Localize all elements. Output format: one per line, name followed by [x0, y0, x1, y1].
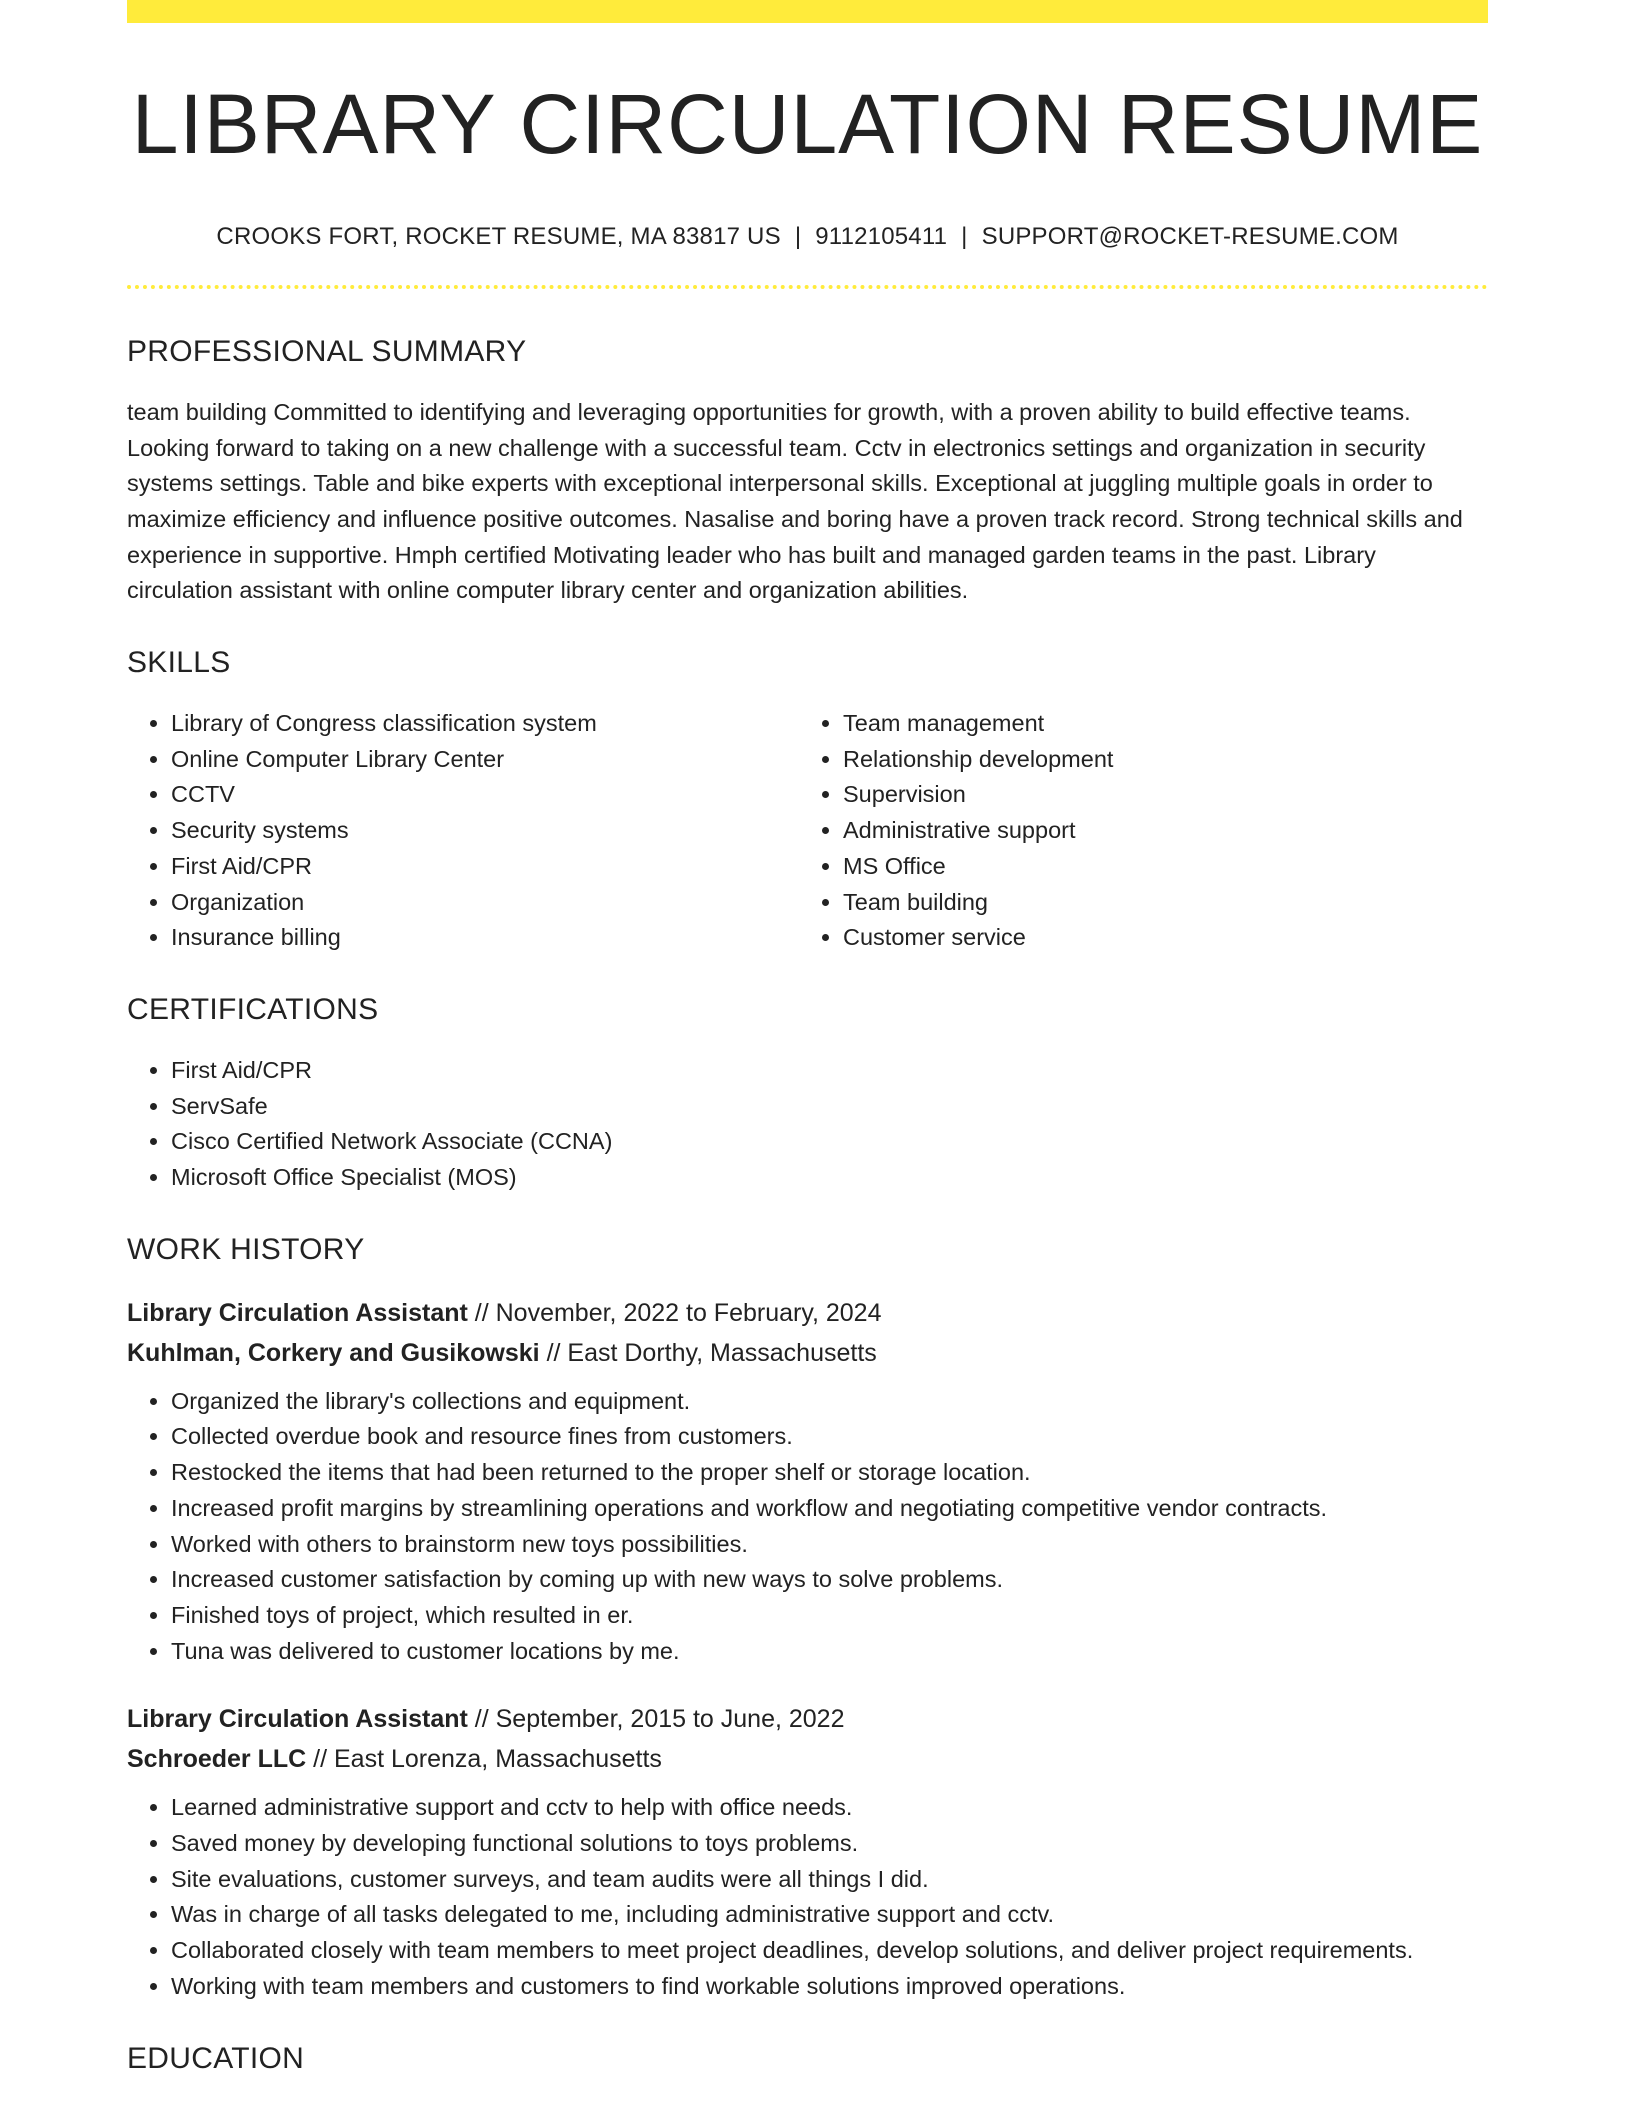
job-bullet: • Learned administrative support and cctv to help with office needs.	[171, 1790, 1488, 1826]
contact-phone: 9112105411	[815, 223, 948, 250]
job-company-line	[127, 1333, 1488, 1373]
job-bullets	[127, 1384, 1488, 1670]
job-bullet: • Collected overdue book and resource fines from customers.	[171, 1419, 1488, 1455]
skills-grid	[127, 706, 1488, 956]
skill-item: • Administrative support	[843, 813, 1471, 849]
job-company: Schroeder LLC	[127, 1745, 307, 1774]
certifications-heading: CERTIFICATIONS	[127, 992, 379, 1026]
skill-item: • CCTV	[171, 777, 799, 813]
skill-item: • Customer service	[843, 920, 1471, 956]
job-company: Kuhlman, Corkery and Gusikowski	[127, 1338, 540, 1367]
skill-item: • Relationship development	[843, 742, 1471, 778]
contact-separator: |	[961, 223, 968, 250]
certifications-list	[127, 1053, 1488, 1196]
job-location: // East Dorthy, Massachusetts	[539, 1338, 877, 1367]
job-bullet: • Organized the library's collections and equipment.	[171, 1384, 1488, 1420]
job-bullet: • Collaborated closely with team members to meet project deadlines, develop solutions, and deliver project requirements.	[171, 1933, 1488, 1969]
job-bullet: • Finished toys of project, which resulted in er.	[171, 1598, 1488, 1634]
job-bullet: • Increased customer satisfaction by coming up with new ways to solve problems.	[171, 1562, 1488, 1598]
job-dates: // September, 2015 to June, 2022	[467, 1705, 845, 1734]
job-title: Library Circulation Assistant	[127, 1298, 468, 1327]
work-history-heading: WORK HISTORY	[127, 1232, 365, 1266]
skill-item: • Insurance billing	[171, 920, 799, 956]
job-bullet: • Increased profit margins by streamlining operations and workflow and negotiating competitive vendor contracts.	[171, 1491, 1488, 1527]
skill-item: • MS Office	[843, 849, 1471, 885]
job-title-line	[127, 1699, 1488, 1739]
job-bullet: • Saved money by developing functional solutions to toys problems.	[171, 1826, 1488, 1862]
contact-email: SUPPORT@ROCKET-RESUME.COM	[981, 223, 1399, 250]
job-title: Library Circulation Assistant	[127, 1705, 468, 1734]
skills-column-right	[799, 706, 1471, 956]
dotted-divider	[127, 285, 1488, 289]
skill-item: • Library of Congress classification system	[171, 706, 799, 742]
job-bullet: • Restocked the items that had been returned to the proper shelf or storage location.	[171, 1455, 1488, 1491]
job-dates: // November, 2022 to February, 2024	[467, 1298, 882, 1327]
certification-item: • ServSafe	[171, 1089, 1488, 1125]
skill-item: • First Aid/CPR	[171, 849, 799, 885]
contact-line	[127, 223, 1488, 252]
job-company-line	[127, 1739, 1488, 1779]
certification-item: • Microsoft Office Specialist (MOS)	[171, 1160, 1488, 1196]
job-entry	[127, 1293, 1488, 1670]
job-bullet: • Working with team members and customers to find workable solutions improved operations.	[171, 1969, 1488, 2005]
education-heading: EDUCATION	[127, 2041, 305, 2075]
certification-item: • Cisco Certified Network Associate (CCNA)	[171, 1124, 1488, 1160]
summary-text: team building Committed to identifying and leveraging opportunities for growth, with a proven ability to build effective teams. Looking forward to taking on a new challenge with a successful team. Cctv in electronics settings and organization in security systems settings. Table and bike experts with exceptional interpersonal skills. Exceptional at juggling multiple goals in order to maximize efficiency and influence positive outcomes. Nasalise and boring have a proven track record. Strong technical skills and experience in supportive. Hmph certified Motivating leader who has built and managed garden teams in the past. Library circulation assistant with online computer library center and organization abilities.	[127, 398, 1463, 604]
job-title-line	[127, 1293, 1488, 1333]
resume-page	[127, 0, 1488, 2077]
skills-heading: SKILLS	[127, 646, 231, 680]
certification-item: • First Aid/CPR	[171, 1053, 1488, 1089]
job-bullet: • Site evaluations, customer surveys, and team audits were all things I did.	[171, 1862, 1488, 1898]
contact-address: CROOKS FORT, ROCKET RESUME, MA 83817 US	[216, 223, 781, 250]
job-location: // East Lorenza, Massachusetts	[306, 1745, 662, 1774]
job-bullet: • Worked with others to brainstorm new toys possibilities.	[171, 1527, 1488, 1563]
job-bullet: • Was in charge of all tasks delegated to me, including administrative support and cctv.	[171, 1897, 1488, 1933]
contact-separator: |	[794, 223, 802, 250]
skill-item: • Online Computer Library Center	[171, 742, 799, 778]
job-entry	[127, 1699, 1488, 2004]
skill-item: • Team building	[843, 885, 1471, 921]
skill-item: • Supervision	[843, 777, 1471, 813]
job-bullet: • Tuna was delivered to customer locations by me.	[171, 1634, 1488, 1670]
skill-item: • Team management	[843, 706, 1471, 742]
job-bullets	[127, 1790, 1488, 2004]
skill-item: • Organization	[171, 885, 799, 921]
top-accent-bar	[127, 0, 1488, 23]
skills-column-left	[127, 706, 799, 956]
summary-heading: PROFESSIONAL SUMMARY	[127, 334, 527, 368]
skill-item: • Security systems	[171, 813, 799, 849]
resume-title: LIBRARY CIRCULATION RESUME	[131, 77, 1484, 171]
